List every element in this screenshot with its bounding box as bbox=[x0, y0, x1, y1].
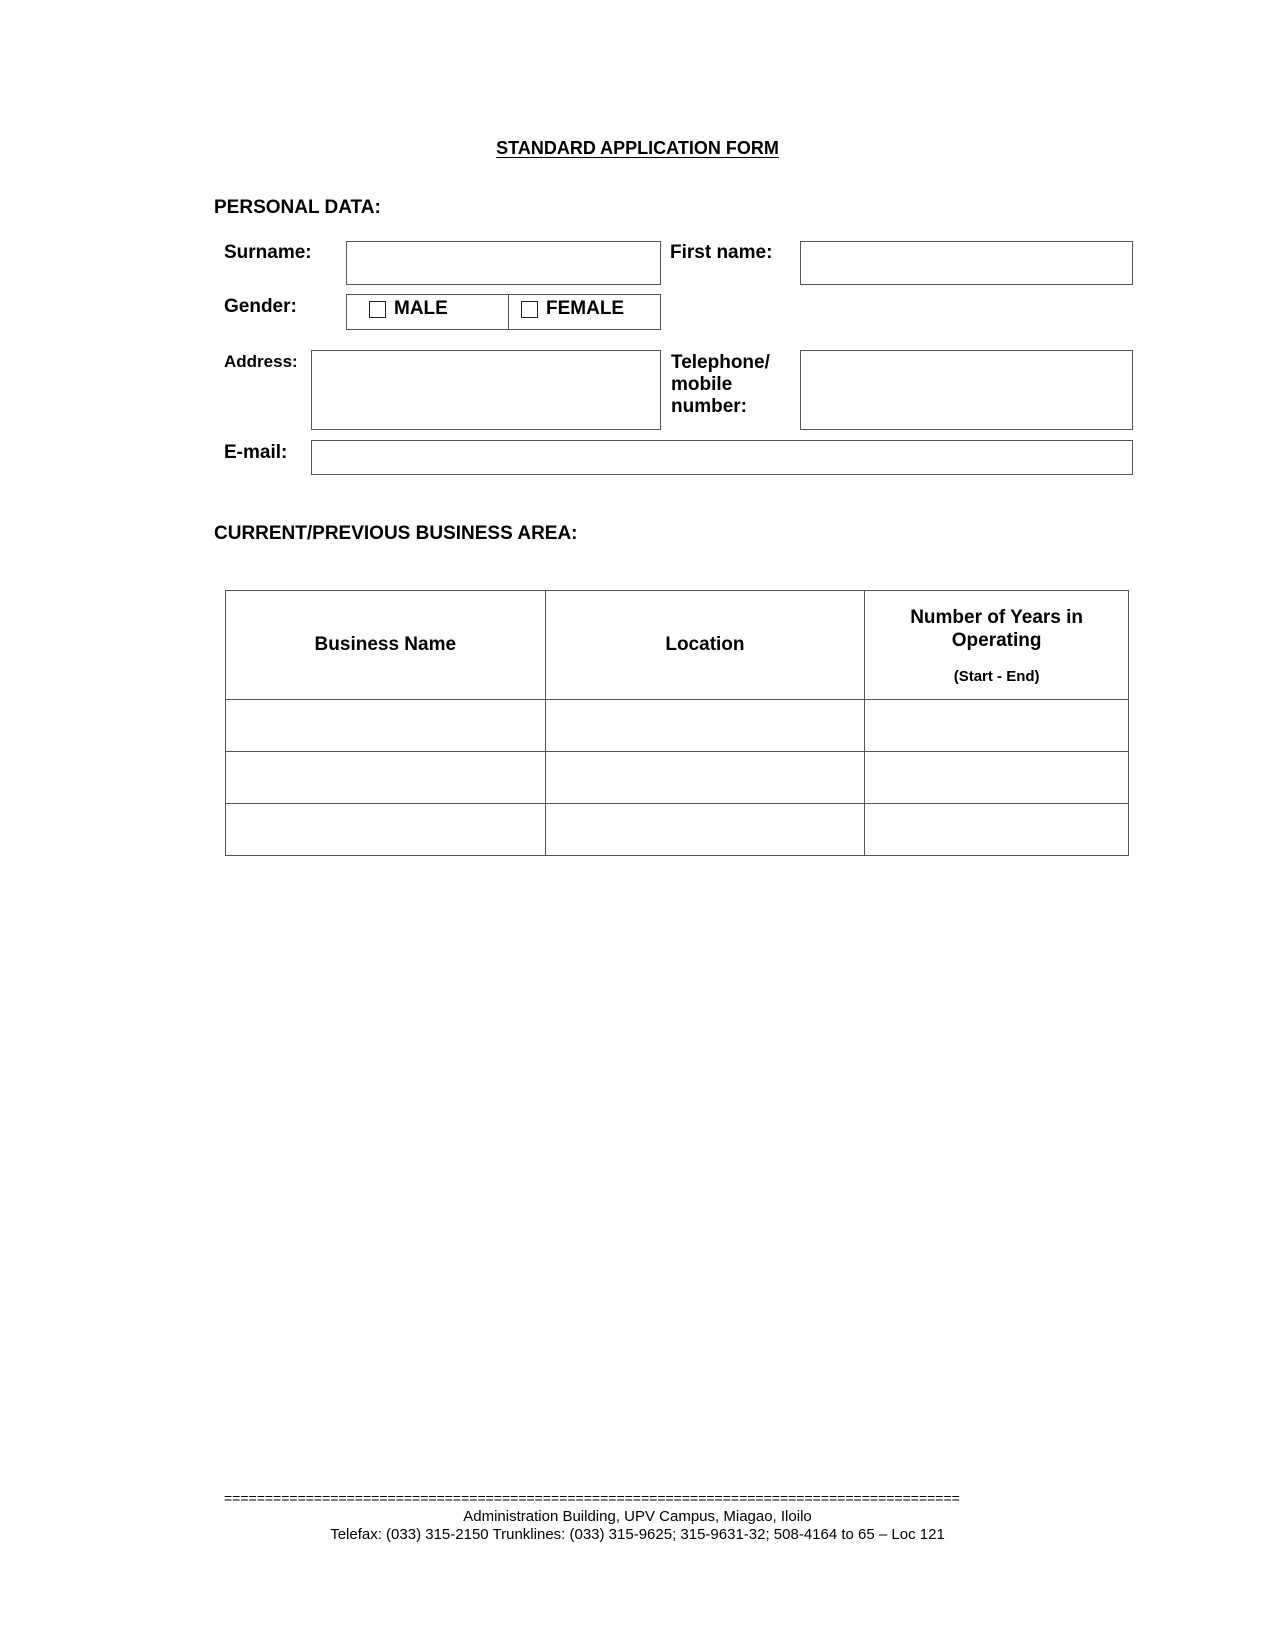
table-row bbox=[226, 804, 1129, 856]
phone-label bbox=[671, 352, 770, 418]
gender-options bbox=[346, 294, 661, 330]
gender-option-male[interactable] bbox=[347, 295, 508, 329]
column-header-business-name: Business Name bbox=[226, 591, 546, 700]
surname-label: Surname: bbox=[224, 242, 312, 263]
years-header-subtext: (Start - End) bbox=[953, 667, 1040, 685]
gender-option-female[interactable] bbox=[508, 295, 660, 329]
table-cell[interactable] bbox=[226, 804, 546, 856]
table-row bbox=[226, 700, 1129, 752]
first-name-field[interactable] bbox=[800, 241, 1133, 285]
footer-contacts: Telefax: (033) 315-2150 Trunklines: (033) 315-9625; 315-9631-32; 508-4164 to 65 – Loc 121 bbox=[330, 1526, 945, 1543]
male-checkbox[interactable] bbox=[369, 301, 386, 318]
form-title: STANDARD APPLICATION FORM bbox=[496, 138, 779, 158]
table-cell[interactable] bbox=[865, 752, 1129, 804]
business-table bbox=[225, 590, 1129, 856]
table-header-row bbox=[226, 591, 1129, 700]
surname-field[interactable] bbox=[346, 241, 661, 285]
female-checkbox[interactable] bbox=[521, 301, 538, 318]
phone-label-line: number: bbox=[671, 396, 747, 417]
table-cell[interactable] bbox=[865, 700, 1129, 752]
footer-divider: ========================================================================================== bbox=[224, 1490, 960, 1506]
female-label: FEMALE bbox=[546, 298, 625, 319]
table-cell[interactable] bbox=[545, 752, 865, 804]
phone-field[interactable] bbox=[800, 350, 1133, 430]
column-header-years bbox=[865, 591, 1129, 700]
address-label: Address: bbox=[224, 352, 298, 371]
phone-label-line: Telephone/ bbox=[671, 352, 770, 373]
table-cell[interactable] bbox=[545, 700, 865, 752]
table-row bbox=[226, 752, 1129, 804]
email-field[interactable] bbox=[311, 440, 1133, 475]
table-cell[interactable] bbox=[545, 804, 865, 856]
years-header-text: Number of Years in Operating bbox=[910, 606, 1084, 651]
address-field[interactable] bbox=[311, 350, 661, 430]
first-name-label: First name: bbox=[670, 242, 773, 263]
column-header-location: Location bbox=[545, 591, 865, 700]
gender-label: Gender: bbox=[224, 296, 297, 317]
personal-data-heading: PERSONAL DATA: bbox=[214, 197, 381, 218]
male-label: MALE bbox=[394, 298, 448, 319]
table-cell[interactable] bbox=[865, 804, 1129, 856]
footer-address: Administration Building, UPV Campus, Miagao, Iloilo bbox=[463, 1508, 812, 1525]
email-label: E-mail: bbox=[224, 442, 288, 463]
phone-label-line: mobile bbox=[671, 374, 733, 395]
table-cell[interactable] bbox=[226, 700, 546, 752]
table-cell[interactable] bbox=[226, 752, 546, 804]
business-area-heading: CURRENT/PREVIOUS BUSINESS AREA: bbox=[214, 523, 578, 544]
